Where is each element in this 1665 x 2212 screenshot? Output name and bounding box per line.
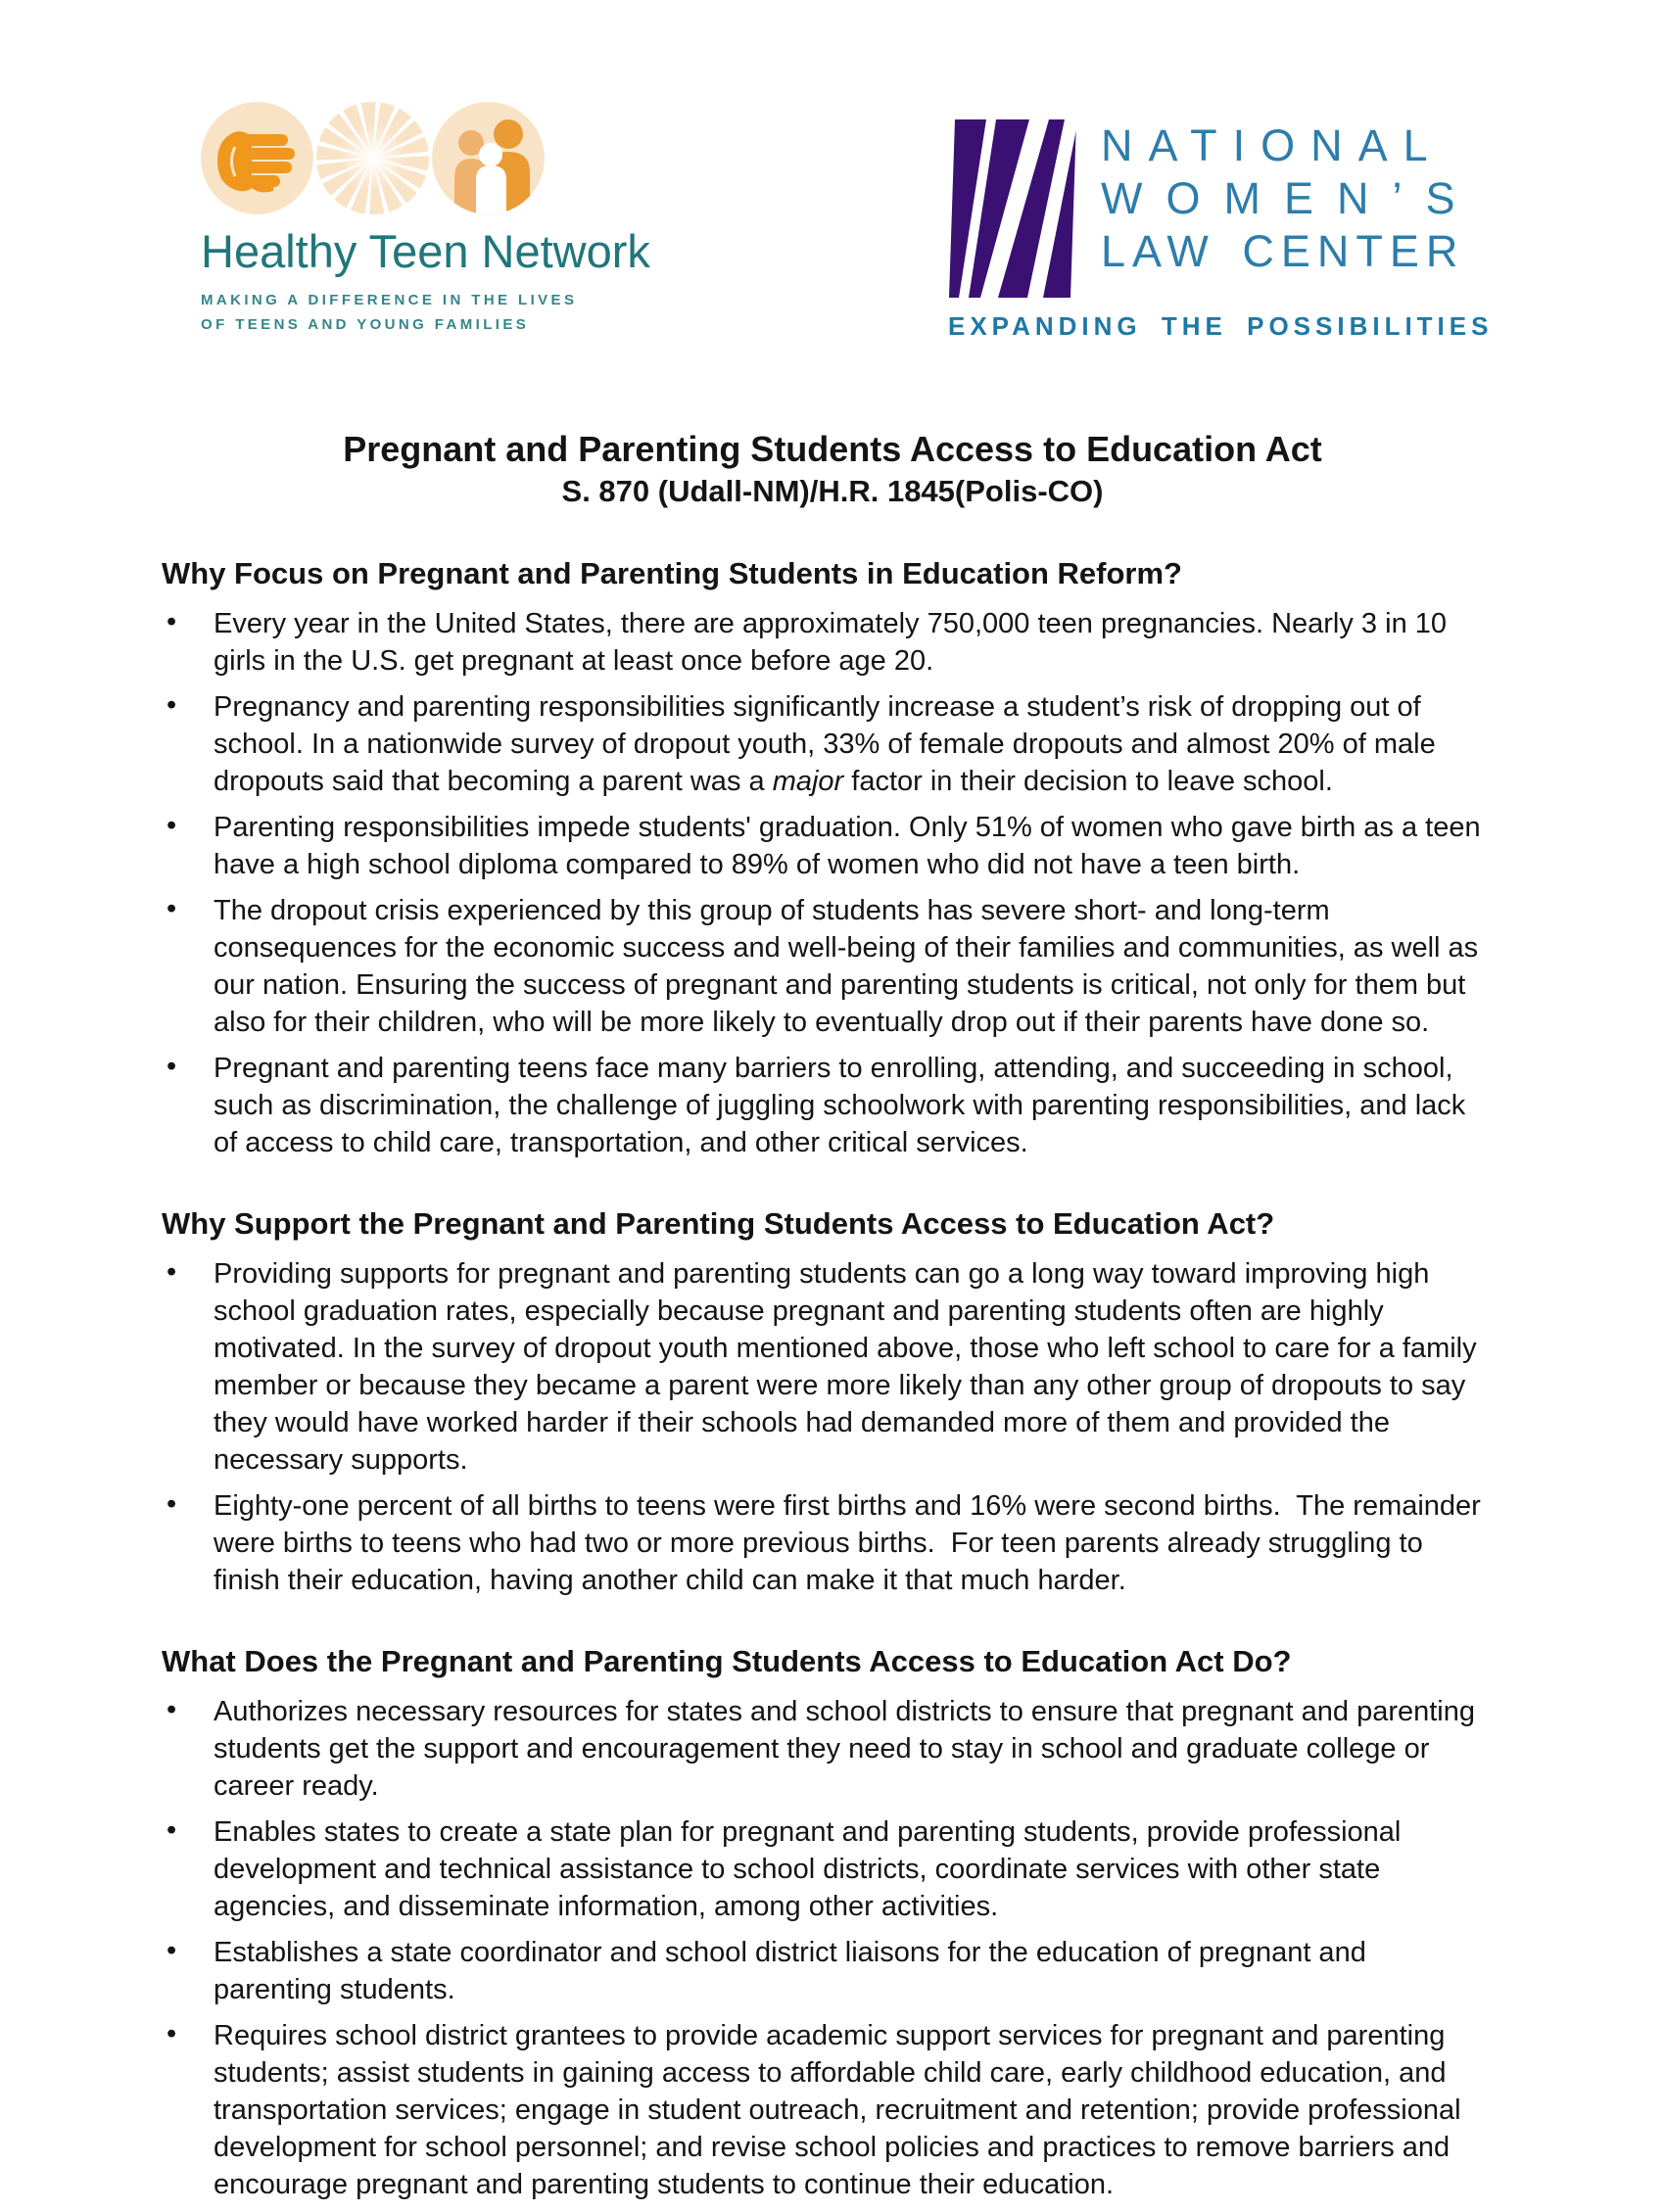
bullet-item <box>162 1487 1489 1599</box>
htn-logo-name: Healthy Teen Network <box>201 225 650 277</box>
bullet-item <box>162 1813 1482 1925</box>
htn-tagline-line2: OF TEENS AND YOUNG FAMILIES <box>201 316 530 333</box>
bullet-marker: • <box>166 606 177 637</box>
hand-icon <box>201 102 313 214</box>
bullet-list <box>162 1255 1503 1599</box>
nwlc-logo-top <box>948 119 1493 298</box>
bullet-item <box>162 809 1489 883</box>
bullet-marker: • <box>166 1488 177 1520</box>
doc-title: Pregnant and Parenting Students Access to Education Act <box>343 429 1322 469</box>
nwlc-name-line1: NATIONAL <box>1101 120 1444 170</box>
bullet-marker: • <box>166 1694 177 1725</box>
bullet-marker: • <box>166 810 177 841</box>
bullet-text: The dropout crisis experienced by this group of students has severe short- and long-term consequences for the economic success and well-being of their families and communities, as well as our nation. Ensuring the success of pregnant and parenting students is critical, not only for them but also for their children, who will be more likely to eventually drop out if their parents have done so. <box>214 895 1487 1038</box>
sunburst-icon <box>316 102 429 214</box>
bullet-item <box>162 1255 1485 1479</box>
bullet-marker: • <box>166 1935 177 1966</box>
w-mark-icon <box>948 119 1077 298</box>
nwlc-logo <box>948 119 1493 342</box>
bullet-marker: • <box>166 1051 177 1082</box>
bullet-marker: • <box>166 689 177 721</box>
bullet-item <box>162 1934 1482 2008</box>
bullet-text: Parenting responsibilities impede students' graduation. Only 51% of women who gave birth as a teen have a high school diploma compared to 89% of women who did not have a teen birth. <box>214 812 1489 880</box>
bullet-marker: • <box>166 893 177 924</box>
htn-logo-icons <box>201 102 650 214</box>
htn-tagline <box>201 288 650 337</box>
doc-subtitle: S. 870 (Udall-NM)/H.R. 1845(Polis-CO) <box>561 474 1104 508</box>
header <box>0 0 1665 421</box>
htn-logo <box>201 102 650 337</box>
bullet-text: Every year in the United States, there are approximately 750,000 teen pregnancies. Nearly 3 in 10 girls in the U.S. get pregnant at least once before age 20. <box>214 608 1455 677</box>
nwlc-name <box>1101 119 1479 278</box>
section-heading-3: What Does the Pregnant and Parenting Students Access to Education Act Do? <box>162 1644 1292 1678</box>
bullet-item <box>162 1693 1482 1805</box>
bullet-text: Enables states to create a state plan for pregnant and parenting students, provide professional development and technical assistance to school districts, coordinate services with other state agencies, and disseminate information, among other activities. <box>214 1816 1409 1922</box>
title-block <box>0 427 1665 511</box>
nwlc-name-line3: LAW CENTER <box>1101 226 1465 276</box>
section-heading-2: Why Support the Pregnant and Parenting Students Access to Education Act? <box>162 1206 1275 1241</box>
nwlc-name-line2: WOMEN’S <box>1101 173 1479 223</box>
bullet-item <box>162 605 1482 680</box>
bullet-text: Pregnant and parenting teens face many barriers to enrolling, attending, and succeeding in school, such as discrimination, the challenge of juggling schoolwork with parenting responsibilities, and lack of access to child care, transportation, and other critical services. <box>214 1053 1474 1158</box>
htn-tagline-line1: MAKING A DIFFERENCE IN THE LIVES <box>201 292 578 308</box>
bullet-marker: • <box>166 1256 177 1288</box>
bullet-marker: • <box>166 2018 177 2049</box>
bullet-text: Establishes a state coordinator and school district liaisons for the education of pregnant and parenting students. <box>214 1937 1374 2005</box>
bullet-item <box>162 688 1482 800</box>
bullet-item <box>162 2017 1482 2203</box>
bullet-item <box>162 1050 1482 1161</box>
bullet-text: Requires school district grantees to provide academic support services for pregnant and parenting students; assist students in gaining access to affordable child care, early childhood education, and transportation services; engage in student outreach, recruitment and retention; provide professional development for school personnel; and revise school policies and practices to remove barriers and encourage pregnant and parenting students to continue their education. <box>214 2020 1469 2200</box>
bullet-text: Pregnancy and parenting responsibilities significantly increase a student’s risk of dropping out of school. In a nationwide survey of dropout youth, 33% of female dropouts and almost 20% of male dropouts said that becoming a parent was a major factor in their decision to leave school. <box>214 691 1444 797</box>
bullet-text: Providing supports for pregnant and parenting students can go a long way toward improving high school graduation rates, especially because pregnant and parenting students often are highly motivated. In the survey of dropout youth mentioned above, those who left school to care for a family member or because they became a parent were more likely than any other group of dropouts to say they would have worked harder if their schools had demanded more of them and provided the necessary supports. <box>214 1258 1485 1476</box>
document-body <box>162 554 1503 2203</box>
bullet-item <box>162 892 1487 1041</box>
nwlc-tagline: EXPANDING THE POSSIBILITIES <box>948 311 1494 341</box>
bullet-text: Eighty-one percent of all births to teens were first births and 16% were second births. The remainder were births to teens who had two or more previous births. For teen parents already struggling to finish their education, having another child can make it that much harder. <box>214 1490 1489 1596</box>
bullet-text: Authorizes necessary resources for states and school districts to ensure that pregnant and parenting students get the support and encouragement they need to stay in school and graduate college or career ready. <box>214 1696 1484 1802</box>
section-heading-1: Why Focus on Pregnant and Parenting Students in Education Reform? <box>162 556 1182 590</box>
family-icon <box>432 102 545 214</box>
bullet-list <box>162 605 1503 1161</box>
bullet-list <box>162 1693 1503 2203</box>
bullet-marker: • <box>166 1814 177 1846</box>
